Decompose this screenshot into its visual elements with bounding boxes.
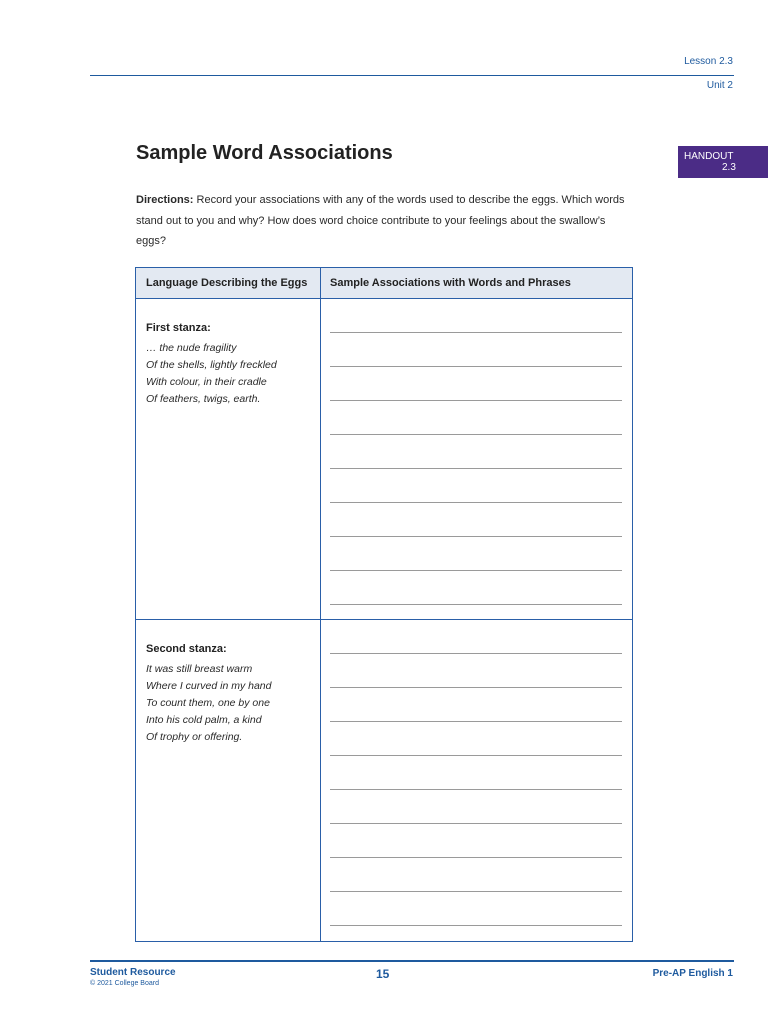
- writing-line[interactable]: [330, 925, 622, 926]
- associations-table: [135, 267, 633, 942]
- page-number: 15: [376, 967, 390, 981]
- column-header-language: Language Describing the Eggs: [146, 277, 308, 289]
- poem-line: Where I curved in my hand: [146, 680, 272, 692]
- footer-rule: [90, 960, 734, 962]
- writing-line[interactable]: [330, 823, 622, 824]
- writing-line[interactable]: [330, 366, 622, 367]
- column-header-associations: Sample Associations with Words and Phrases: [330, 277, 571, 289]
- writing-line[interactable]: [330, 468, 622, 469]
- writing-line[interactable]: [330, 789, 622, 790]
- directions-label: Directions:: [136, 194, 194, 206]
- footer-resource: Student Resource: [90, 967, 176, 978]
- lesson-label: Lesson 2.3: [684, 56, 733, 67]
- handout-tag: [678, 146, 768, 178]
- writing-line[interactable]: [330, 857, 622, 858]
- directions: [136, 190, 636, 252]
- poem-line: Of trophy or offering.: [146, 731, 243, 743]
- poem-line: With colour, in their cradle: [146, 376, 267, 388]
- writing-line[interactable]: [330, 434, 622, 435]
- writing-line[interactable]: [330, 536, 622, 537]
- writing-line[interactable]: [330, 570, 622, 571]
- poem-line: … the nude fragility: [146, 342, 237, 354]
- table-header-row: [136, 268, 632, 299]
- poem-line: Of the shells, lightly freckled: [146, 359, 277, 371]
- footer-course: Pre-AP English 1: [652, 968, 733, 979]
- unit-label: Unit 2: [706, 80, 733, 91]
- first-stanza-label: First stanza:: [146, 322, 211, 334]
- first-stanza-cell: [146, 322, 316, 408]
- writing-line[interactable]: [330, 604, 622, 605]
- writing-line[interactable]: [330, 502, 622, 503]
- writing-line[interactable]: [330, 721, 622, 722]
- second-stanza-cell: [146, 643, 316, 746]
- writing-line[interactable]: [330, 400, 622, 401]
- footer-copyright: © 2021 College Board: [90, 980, 159, 987]
- poem-line: To count them, one by one: [146, 697, 270, 709]
- row-divider: [136, 619, 632, 620]
- column-divider: [320, 268, 321, 941]
- writing-line[interactable]: [330, 891, 622, 892]
- handout-number: 2.3: [722, 162, 736, 173]
- directions-text: Record your associations with any of the words used to describe the eggs. Which words stand out to you and why? How does word choice contribute to your feelings about the swallow’s eggs?: [136, 194, 625, 247]
- writing-line[interactable]: [330, 653, 622, 654]
- poem-line: Into his cold palm, a kind: [146, 714, 262, 726]
- page-title: Sample Word Associations: [136, 142, 393, 164]
- writing-line[interactable]: [330, 687, 622, 688]
- writing-line[interactable]: [330, 755, 622, 756]
- handout-label: HANDOUT: [684, 151, 734, 162]
- poem-line: It was still breast warm: [146, 663, 253, 675]
- second-stanza-label: Second stanza:: [146, 643, 227, 655]
- writing-line[interactable]: [330, 332, 622, 333]
- poem-line: Of feathers, twigs, earth.: [146, 393, 261, 405]
- header-rule: [90, 75, 734, 76]
